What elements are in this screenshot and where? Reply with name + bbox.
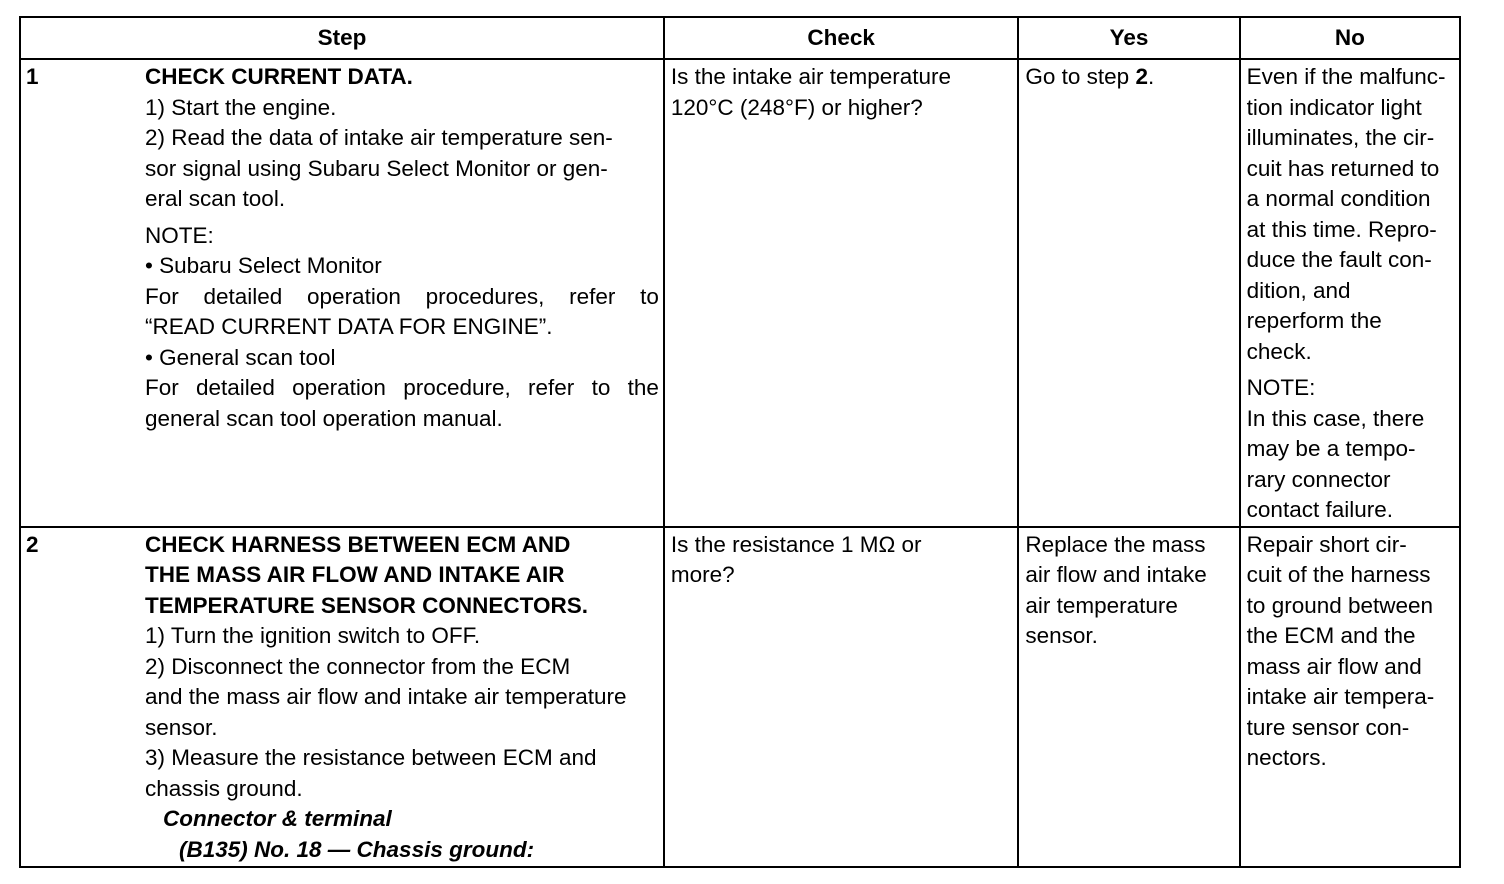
note-bullet: • Subaru Select Monitor [145, 253, 382, 278]
note-text: For detailed operation procedures, refer to [145, 283, 659, 309]
yes-text: sensor. [1025, 623, 1098, 648]
step-instruction: 1) Turn the ignition switch to OFF. [145, 623, 481, 648]
check-text: 120°C (248°F) or higher? [670, 94, 923, 120]
no-text: tion indicator light [1246, 94, 1422, 120]
diagnostic-table [19, 16, 1461, 868]
note-label: NOTE: [145, 222, 214, 248]
no-text: Even if the malfunc- [1246, 64, 1446, 89]
no-note-text: contact failure. [1246, 497, 1393, 522]
step-instruction: 1) Start the engine. [145, 94, 337, 120]
no-note-text: In this case, there [1246, 405, 1425, 431]
no-note-text: rary connector [1246, 466, 1391, 492]
step-title: CHECK HARNESS BETWEEN ECM AND [145, 531, 571, 557]
check-text: Is the resistance 1 MΩ or [670, 531, 922, 557]
header-check: Check [664, 17, 1018, 59]
check-text: Is the intake air temperature [670, 64, 952, 89]
step-instruction: sor signal using Subaru Select Monitor or gen- [145, 155, 608, 181]
step-instruction: 3) Measure the resistance between ECM and [145, 745, 597, 770]
step-title: TEMPERATURE SENSOR CONNECTORS. [145, 592, 588, 618]
yes-cell [1018, 59, 1239, 527]
table-row [20, 527, 1460, 867]
header-row [20, 17, 1460, 59]
no-cell [1240, 59, 1460, 527]
step-title: THE MASS AIR FLOW AND INTAKE AIR [145, 562, 565, 587]
no-text: a normal condition [1246, 186, 1431, 211]
no-text: to ground between [1246, 592, 1434, 618]
step-cell [20, 527, 664, 867]
no-text: check. [1246, 338, 1312, 364]
yes-cell [1018, 527, 1239, 867]
no-text: the ECM and the [1246, 623, 1416, 648]
no-text: cuit has returned to [1246, 155, 1440, 181]
no-note-text: may be a tempo- [1246, 436, 1416, 461]
step-instruction: chassis ground. [145, 775, 303, 801]
no-text: at this time. Repro- [1246, 216, 1437, 242]
table-row [20, 59, 1460, 527]
header-yes: Yes [1018, 17, 1239, 59]
no-text: dition, and [1246, 277, 1351, 303]
no-text: ture sensor con- [1246, 714, 1410, 740]
yes-text: Go to step [1025, 64, 1136, 89]
step-number: 1 [26, 64, 39, 89]
note-text: For detailed operation procedure, refer to the [145, 375, 659, 400]
connector-label: Connector & terminal [163, 806, 392, 831]
no-text: duce the fault con- [1246, 247, 1432, 272]
no-text: mass air flow and [1246, 653, 1422, 679]
step-number: 2 [26, 531, 39, 557]
no-cell [1240, 527, 1460, 867]
check-cell [664, 59, 1018, 527]
no-text: Repair short cir- [1246, 531, 1407, 557]
no-text: reperform the [1246, 308, 1382, 333]
yes-text-suffix: . [1147, 64, 1155, 89]
step-instruction: 2) Read the data of intake air temperature sen- [145, 125, 613, 150]
step-body [145, 528, 663, 866]
check-cell [664, 527, 1018, 867]
header-step: Step [20, 17, 664, 59]
no-text: cuit of the harness [1246, 562, 1431, 587]
step-title: CHECK CURRENT DATA. [145, 64, 413, 89]
yes-text: Replace the mass [1025, 531, 1206, 557]
check-text: more? [670, 562, 735, 587]
step-instruction: and the mass air flow and intake air temperature [145, 684, 627, 709]
step-instruction: eral scan tool. [145, 186, 286, 211]
step-body [145, 60, 663, 434]
no-note-label: NOTE: [1246, 375, 1316, 400]
no-text: intake air tempera- [1246, 684, 1435, 709]
note-bullet: • General scan tool [145, 344, 336, 370]
note-text: general scan tool operation manual. [145, 405, 503, 431]
yes-text: air flow and intake [1025, 562, 1207, 587]
note-text: “READ CURRENT DATA FOR ENGINE”. [145, 314, 553, 339]
step-instruction: sensor. [145, 714, 218, 740]
yes-text: air temperature [1025, 592, 1178, 618]
step-cell [20, 59, 664, 527]
step-instruction: 2) Disconnect the connector from the ECM [145, 653, 571, 679]
header-no: No [1240, 17, 1460, 59]
yes-step-ref: 2 [1135, 64, 1148, 89]
connector-value: (B135) No. 18 — Chassis ground: [179, 836, 535, 862]
no-text: illuminates, the cir- [1246, 125, 1435, 150]
no-text: nectors. [1246, 745, 1327, 770]
